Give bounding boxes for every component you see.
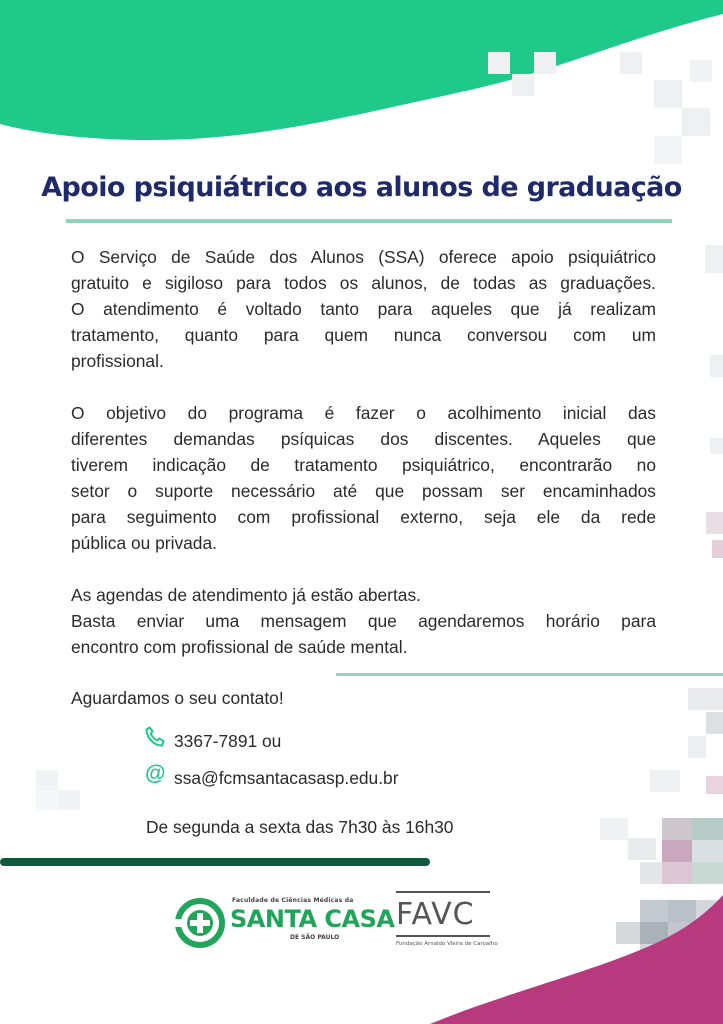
paragraph-line: pública ou privada. <box>71 533 217 553</box>
santa-casa-top-text: Faculdade de Ciências Médicas da <box>232 897 354 904</box>
paragraph-line: profissional. <box>71 351 164 371</box>
medical-cross-icon <box>174 897 226 949</box>
santa-casa-name: SANTA CASA <box>230 905 395 933</box>
page-title: Apoio psiquiátrico aos alunos de graduação <box>41 172 682 203</box>
paragraph-line: encontro com profissional de saúde mental. <box>71 637 408 657</box>
phone-icon <box>143 725 167 749</box>
email-address[interactable]: ssa@fcmsantacasasp.edu.br <box>174 768 399 788</box>
paragraph-line: tratamento, quanto para quem nunca conversou com um <box>71 325 656 345</box>
office-hours: De segunda a sexta das 7h30 às 16h30 <box>146 817 454 837</box>
paragraph-objective <box>71 400 656 556</box>
paragraph-line: diferentes demandas psíquicas dos discentes. Aqueles que <box>71 429 656 449</box>
paragraph-line: Basta enviar uma mensagem que agendaremos horário para <box>71 611 656 631</box>
paragraph-line: As agendas de atendimento já estão abertas. <box>71 585 421 605</box>
favc-subtitle: Fundação Arnaldo Vieira de Carvalho <box>396 941 498 947</box>
at-sign-icon: @ <box>145 762 166 785</box>
paragraph-intro <box>71 244 656 374</box>
paragraph-line: para seguimento com profissional externo, seja ele da rede <box>71 507 656 527</box>
santa-casa-bottom-text: DE SÃO PAULO <box>290 934 340 941</box>
paragraph-schedule <box>71 582 656 660</box>
favc-logo <box>396 891 498 955</box>
contact-intro: Aguardamos o seu contato! <box>71 688 284 708</box>
paragraph-line: O objetivo do programa é fazer o acolhimento inicial das <box>71 403 656 423</box>
phone-number[interactable]: 3367-7891 ou <box>174 731 282 751</box>
pixel-squares-left <box>36 770 80 810</box>
favc-top-line <box>396 891 490 893</box>
paragraph-line: O atendimento é voltado tanto para aqueles que já realizam <box>71 299 656 319</box>
top-green-wave <box>0 0 723 140</box>
favc-name: FAVC <box>396 897 475 932</box>
paragraph-line: O Serviço de Saúde dos Alunos (SSA) oferece apoio psiquiátrico <box>71 247 656 267</box>
paragraph-line: gratuito e sigiloso para todos os alunos, de todas as graduações. <box>71 273 656 293</box>
favc-bottom-line <box>396 935 490 937</box>
mid-divider <box>336 673 723 676</box>
paragraph-line: setor o suporte necessário até que possam ser encaminhados <box>71 481 656 501</box>
pixel-squares-right-mid <box>705 245 723 558</box>
bottom-divider <box>0 858 430 866</box>
santa-casa-logo <box>174 895 395 951</box>
title-divider <box>66 219 672 223</box>
paragraph-line: tiverem indicação de tratamento psiquiátrico, encontrarão no <box>71 455 656 475</box>
